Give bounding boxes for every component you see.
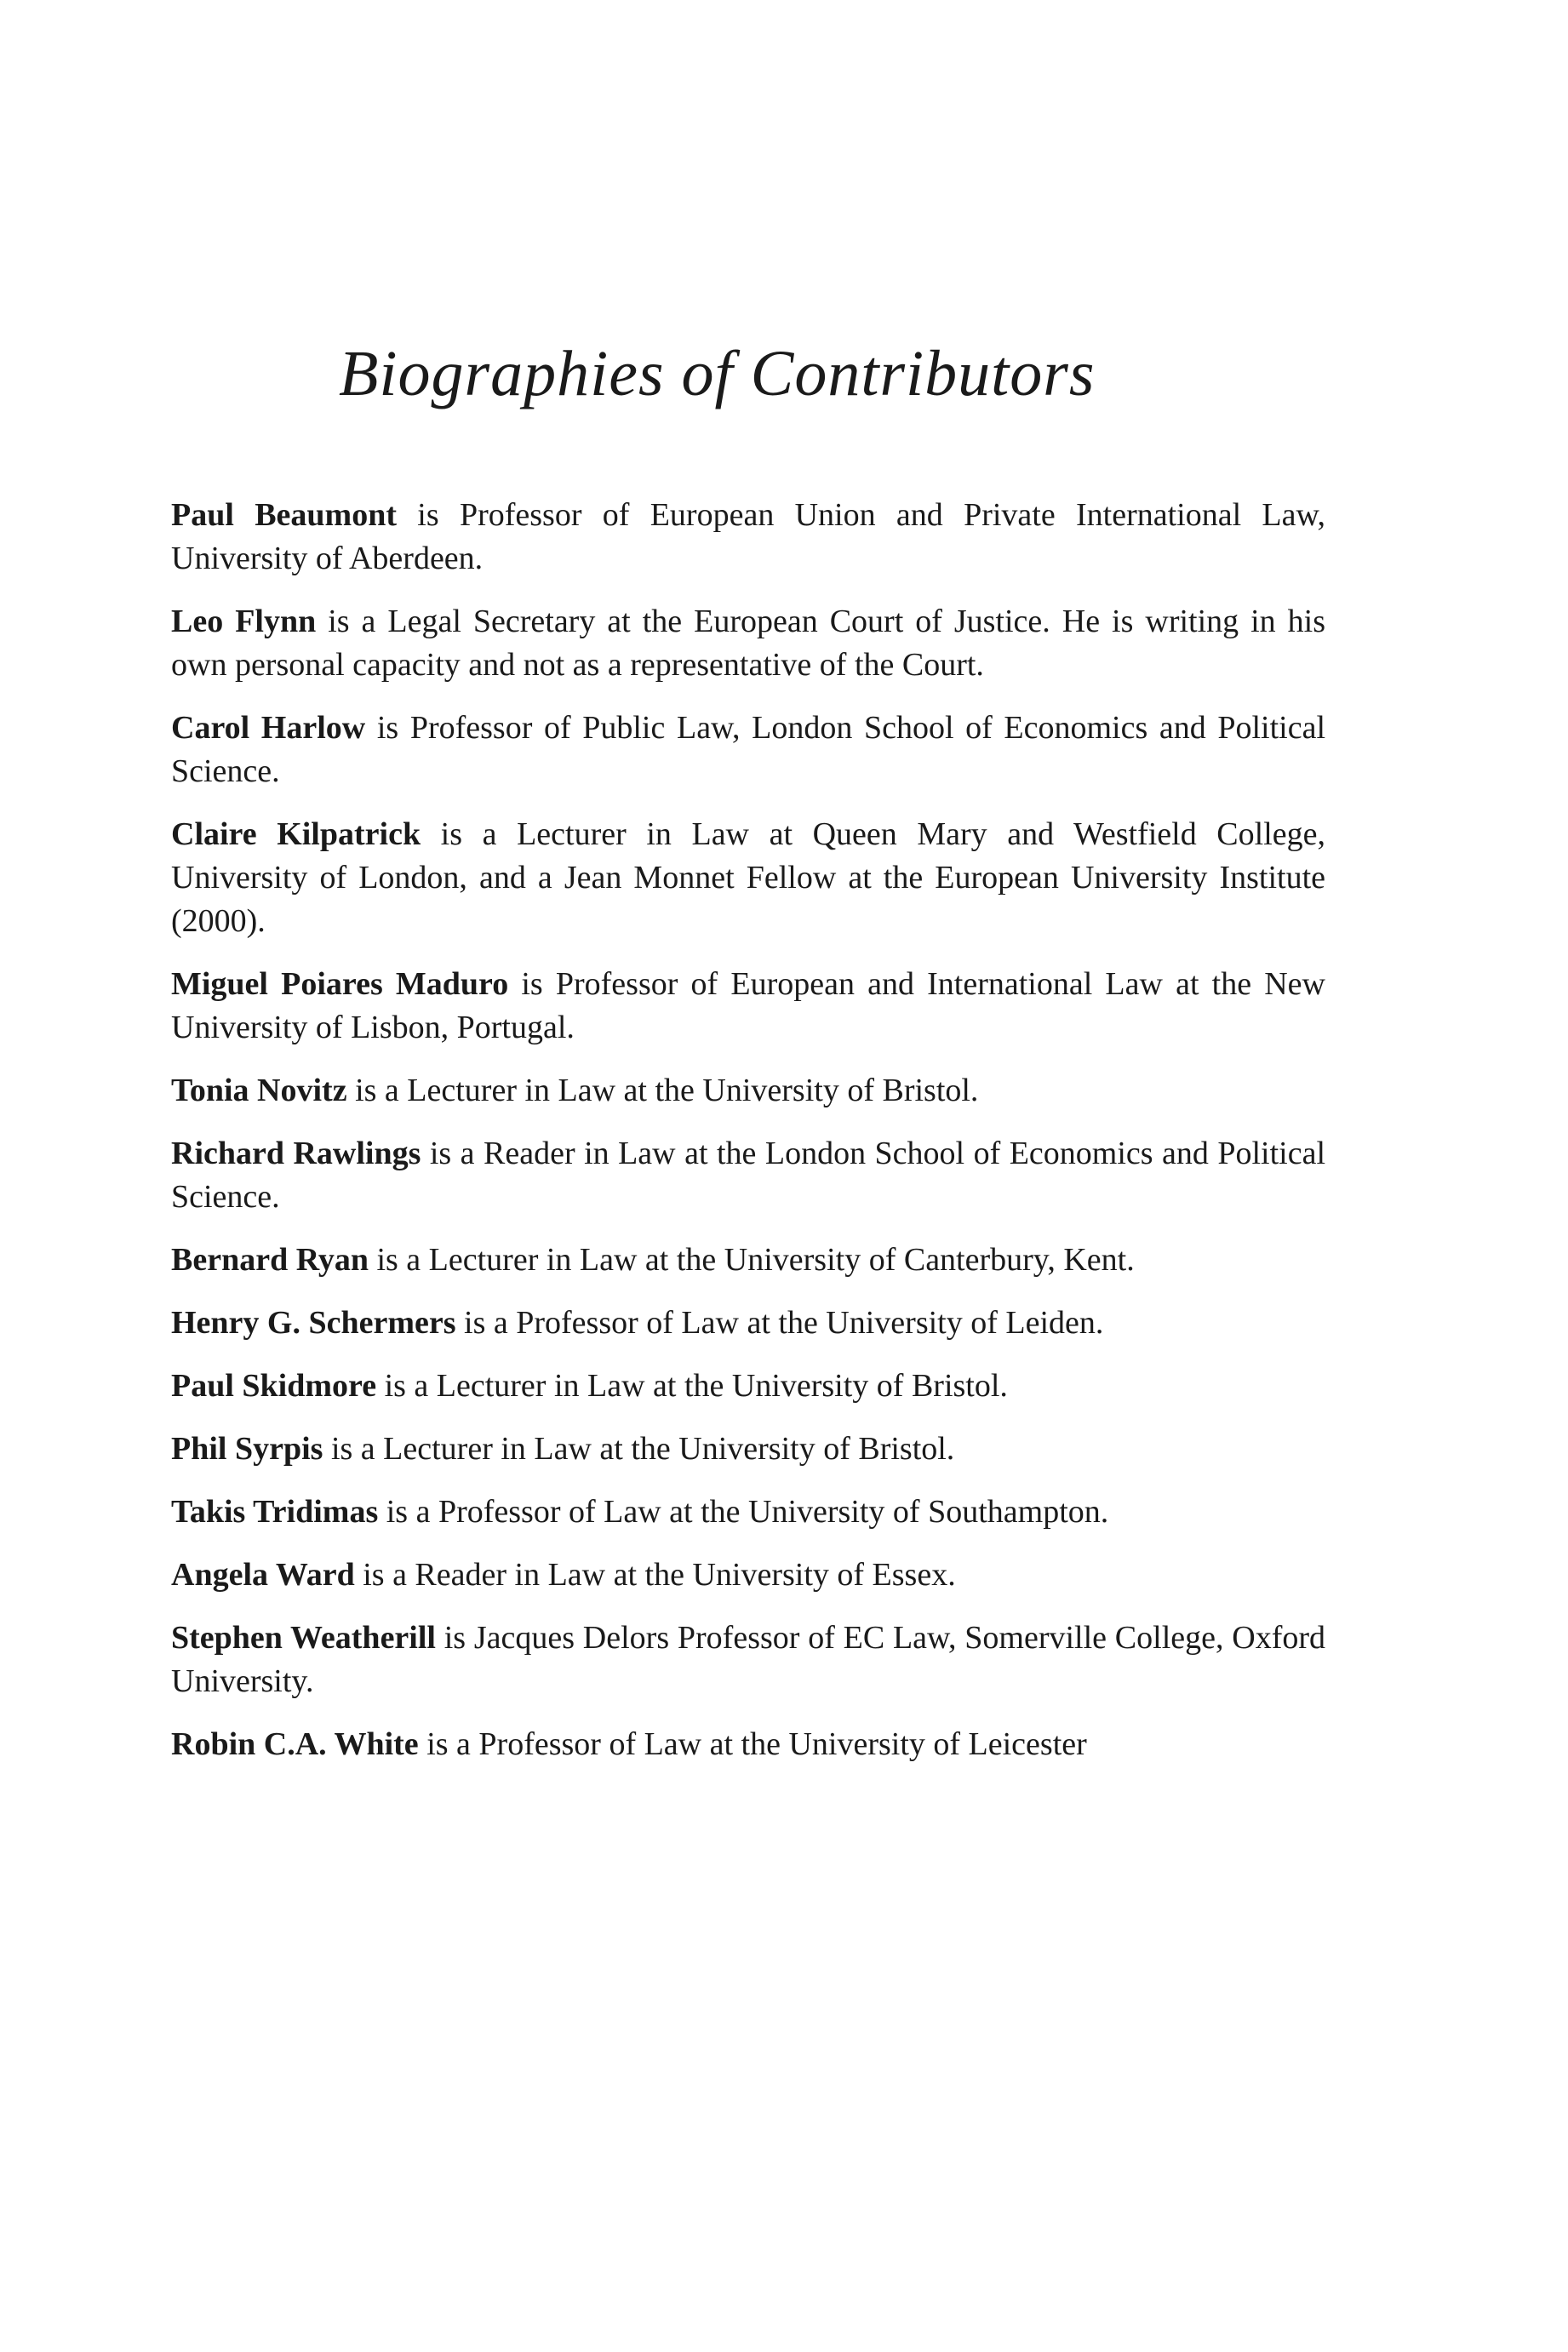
contributor-entry [171, 1723, 1325, 1766]
contributor-name: Stephen Weatherill [171, 1620, 436, 1656]
contributor-bio: is a Lecturer in Law at the University of Canterbury, Kent. [376, 1242, 1135, 1278]
contributor-bio: is Professor of European Union and Private International Law, University of Aberdeen. [171, 497, 1325, 576]
contributor-name: Henry G. Schermers [171, 1305, 456, 1341]
page-title: Biographies of Contributors [339, 338, 1096, 409]
contributor-name: Leo Flynn [171, 604, 317, 639]
contributor-bio: is Professor of Public Law, London School of Economics and Political Science. [171, 710, 1326, 789]
contributor-bio: is a Lecturer in Law at Queen Mary and Westfield College, University of London, and a Jean Monnet Fellow at the European University Institute (2000). [171, 816, 1325, 939]
contributor-bio: is a Professor of Law at the University of Southampton. [386, 1494, 1109, 1530]
contributor-entry [171, 1428, 1325, 1471]
contributor-bio: is a Lecturer in Law at the University of Bristol. [330, 1431, 955, 1467]
contributor-name: Paul Beaumont [171, 497, 397, 533]
contributor-name: Paul Skidmore [171, 1368, 377, 1404]
contributor-entry [171, 1491, 1325, 1534]
contributor-entry [171, 707, 1325, 793]
contributor-entry [171, 600, 1325, 687]
contributor-name: Claire Kilpatrick [171, 816, 421, 852]
contributor-entry [171, 1069, 1325, 1113]
contributor-name: Tonia Novitz [171, 1073, 347, 1108]
contributor-entry [171, 1554, 1325, 1597]
contributor-name: Angela Ward [171, 1557, 355, 1593]
contributor-list [171, 494, 1325, 1786]
contributor-bio: is a Reader in Law at the University of Essex. [363, 1557, 956, 1593]
contributor-name: Takis Tridimas [171, 1494, 379, 1530]
contributor-name: Miguel Poiares Maduro [171, 966, 509, 1002]
contributor-bio: is a Legal Secretary at the European Court of Justice. He is writing in his own personal capacity and not as a representative of the Court. [171, 604, 1326, 683]
contributor-name: Robin C.A. White [171, 1726, 419, 1762]
contributor-bio: is Professor of European and International Law at the New University of Lisbon, Portugal. [171, 966, 1325, 1045]
contributor-name: Phil Syrpis [171, 1431, 323, 1467]
contributor-entry [171, 963, 1325, 1050]
contributor-bio: is a Professor of Law at the University of Leicester [426, 1726, 1087, 1762]
contributor-bio: is a Lecturer in Law at the University of Bristol. [384, 1368, 1008, 1404]
contributor-name: Carol Harlow [171, 710, 366, 746]
contributor-bio: is Jacques Delors Professor of EC Law, Somerville College, Oxford University. [171, 1620, 1326, 1699]
contributor-entry [171, 1302, 1325, 1345]
contributor-name: Bernard Ryan [171, 1242, 369, 1278]
contributor-entry [171, 494, 1325, 581]
contributor-entry [171, 813, 1325, 943]
contributor-entry [171, 1132, 1325, 1219]
contributor-bio: is a Reader in Law at the London School of Economics and Political Science. [171, 1136, 1325, 1215]
contributor-entry [171, 1365, 1325, 1408]
contributor-bio: is a Lecturer in Law at the University of Bristol. [355, 1073, 979, 1108]
contributor-entry [171, 1239, 1325, 1282]
contributor-entry [171, 1617, 1325, 1703]
contributor-bio: is a Professor of Law at the University of Leiden. [464, 1305, 1104, 1341]
contributor-name: Richard Rawlings [171, 1136, 421, 1171]
